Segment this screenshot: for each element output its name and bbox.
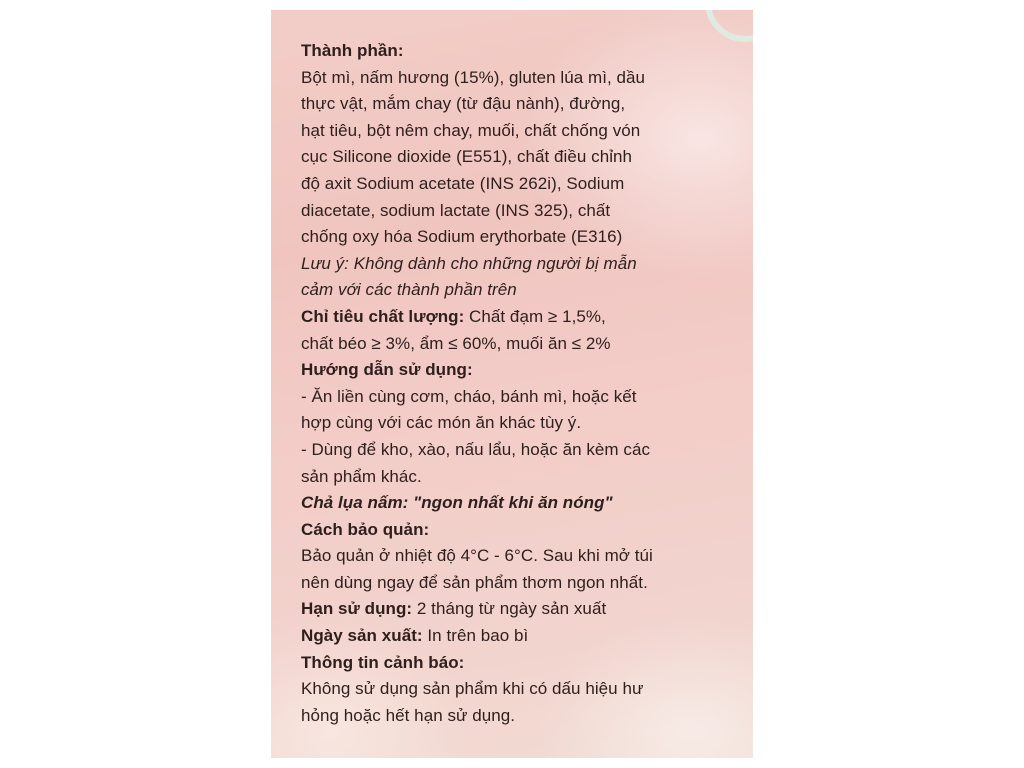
quality-line-2: chất béo ≥ 3%, ẩm ≤ 60%, muối ăn ≤ 2% [301,333,611,353]
warning-line: Không sử dụng sản phẩm khi có dấu hiệu hư [301,679,644,699]
ingredients-heading: Thành phần: [301,41,404,60]
warning-heading: Thông tin cảnh báo: [301,652,465,672]
package-label [271,10,753,758]
allergy-note-line: cảm với các thành phần trên [301,280,517,300]
usage-line: sản phẩm khác. [301,466,422,486]
usage-line: - Ăn liền cùng cơm, cháo, bánh mì, hoặc kết [301,386,637,406]
quality-heading: Chỉ tiêu chất lượng: [301,306,465,326]
label-text-block [301,38,731,729]
ingredients-line: chống oxy hóa Sodium erythorbate (E316) [301,227,623,247]
usage-line: hợp cùng với các món ăn khác tùy ý. [301,413,582,433]
ingredients-line: hạt tiêu, bột nêm chay, muối, chất chống vón [301,120,641,140]
tagline: Chả lụa nấm: "ngon nhất khi ăn nóng" [301,493,613,513]
mfg-heading: Ngày sản xuất: [301,626,423,646]
quality-line [301,304,731,331]
storage-heading: Cách bảo quản: [301,519,430,539]
ingredients-line: thực vật, mắm chay (từ đậu nành), đường, [301,94,626,114]
mfg-value: In trên bao bì [422,626,529,646]
storage-line: Bảo quản ở nhiệt độ 4°C - 6°C. Sau khi mở túi [301,546,653,566]
ingredients-line: Bột mì, nấm hương (15%), gluten lúa mì, dầu [301,67,646,87]
storage-line: nên dùng ngay để sản phẩm thơm ngon nhất. [301,572,648,592]
warning-line: hỏng hoặc hết hạn sử dụng. [301,705,516,725]
quality-value: Chất đạm ≥ 1,5%, [464,306,606,326]
usage-heading: Hướng dẫn sử dụng: [301,360,473,380]
mfg-line [301,623,731,650]
expiry-line [301,596,731,623]
usage-line: - Dùng để kho, xào, nấu lẩu, hoặc ăn kèm các [301,439,651,459]
ingredients-line: diacetate, sodium lactate (INS 325), chất [301,200,611,220]
expiry-value: 2 tháng từ ngày sản xuất [412,599,607,619]
ingredients-line: độ axit Sodium acetate (INS 262i), Sodium [301,173,625,193]
ingredients-line: cục Silicone dioxide (E551), chất điều chỉnh [301,147,633,167]
allergy-note-line: Lưu ý: Không dành cho những người bị mẫn [301,253,637,273]
expiry-heading: Hạn sử dụng: [301,599,413,619]
